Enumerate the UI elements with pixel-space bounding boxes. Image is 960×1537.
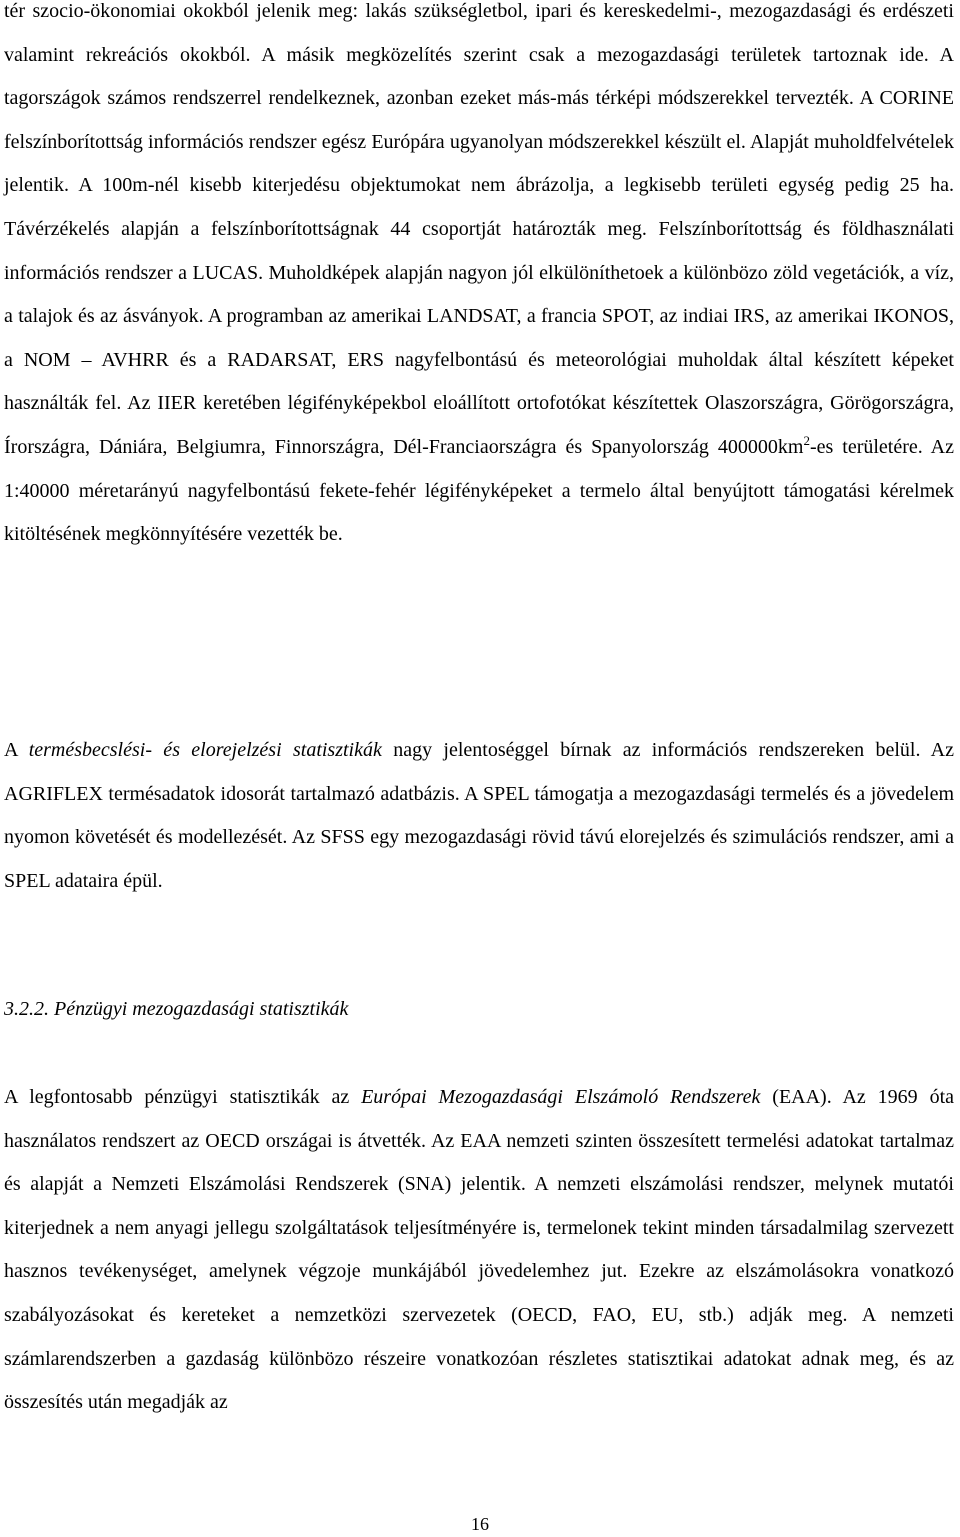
- paragraph-financial-rest: (EAA). Az 1969 óta használatos rendszert az OECD országai is átvették. Az EAA nemzeti szinten összesített termelési adatokat tartalmaz és alapját a Nemzeti Elszámolási Rendszerek (SNA) jelentik. A nemzeti elszámolási rendszer, melynek mutatói kiterjednek a nem anyagi jellegu szolgáltatások teljesítményére is, termelonek tekint minden társadalmilag szervezett hasznos tevékenységet, amelynek végzoje munkájából jövedelemhez jut. Ezekre az elszámolásokra vonatkozó szabályozásokat és kereteket a nemzetközi szervezetek (OECD, FAO, EU, stb.) adják meg. A nemzeti számlarendszerben a gazdaság különbözo részeire vonatkozóan részletes statisztikai adatokat adnak meg, és az összesítés után megadják az: [4, 1086, 954, 1414]
- paragraph-financial-lead: A legfontosabb pénzügyi statisztikák az: [4, 1086, 362, 1108]
- section-heading: 3.2.2. Pénzügyi mezogazdasági statisztikák: [4, 998, 349, 1020]
- paragraph-yield-italic-term: termésbecslési- és elorejelzési statisztikák: [28, 739, 382, 761]
- page-number: 16: [471, 1514, 489, 1534]
- paragraph-financial-stats: [4, 1076, 954, 1425]
- paragraph-land-cover-text: tér szocio-ökonomiai okokból jelenik meg: lakás szükségletbol, ipari és kereskedelmi-, mezogazdasági és erdészeti valamint rekreációs okokból. A másik megközelítés szerint csak a mezogazdasági területek tartoznak ide. A tagországok számos rendszerrel rendelkeznek, azonban ezeket más-más térképi módszerekkel tervezték. A CORINE felszínborítottság információs rendszer egész Európára ugyanolyan módszerekkel készült el. Alapját muholdfelvételek jelentik. A 100m-nél kisebb kiterjedésu objektumokat nem ábrázolja, a legkisebb területi egység pedig 25 ha. Távérzékelés alapján a felszínborítottságnak 44 csoportját határozták meg. Felszínborítottság és földhasználati információs rendszer a LUCAS. Muholdképek alapján nagyon jól elkülöníthetoek a különbözo zöld vegetációk, a víz, a talajok és az ásványok. A programban az amerikai LANDSAT, a francia SPOT, az indiai IRS, az amerikai IKONOS, a NOM – AVHRR és a RADARSAT, ERS nagyfelbontású és meteorológiai muholdak által készített képeket használták fel. Az IIER keretében légifényképekbol eloállított ortofotókat készítettek Olaszországra, Görögországra, Írországra, Dániára, Belgiumra, Finnországra, Dél-Franciaországra és Spanyolország 400000km: [4, 0, 954, 458]
- paragraph-financial-italic-term: Európai Mezogazdasági Elszámoló Rendszerek: [361, 1086, 761, 1108]
- superscript-2: 2: [803, 432, 810, 448]
- paragraph-land-cover: [4, 0, 954, 557]
- paragraph-yield-lead: A: [4, 739, 29, 761]
- paragraph-land-cover-text-end: -es területére. Az 1:40000 méretarányú nagyfelbontású fekete-fehér légifényképeket a termelo által benyújtott támogatási kérelmek kitöltésének megkönnyítésére vezették be.: [4, 435, 954, 546]
- paragraph-yield-rest: nagy jelentoséggel bírnak az információs rendszereken belül. Az AGRIFLEX termésadatok idosorát tartalmazó adatbázis. A SPEL támogatja a mezogazdasági termelés és a jövedelem nyomon követését és modellezését. Az SFSS egy mezogazdasági rövid távú elorejelzés és szimulációs rendszer, ami a SPEL adataira épül.: [4, 739, 955, 892]
- paragraph-yield-forecast: [4, 729, 954, 903]
